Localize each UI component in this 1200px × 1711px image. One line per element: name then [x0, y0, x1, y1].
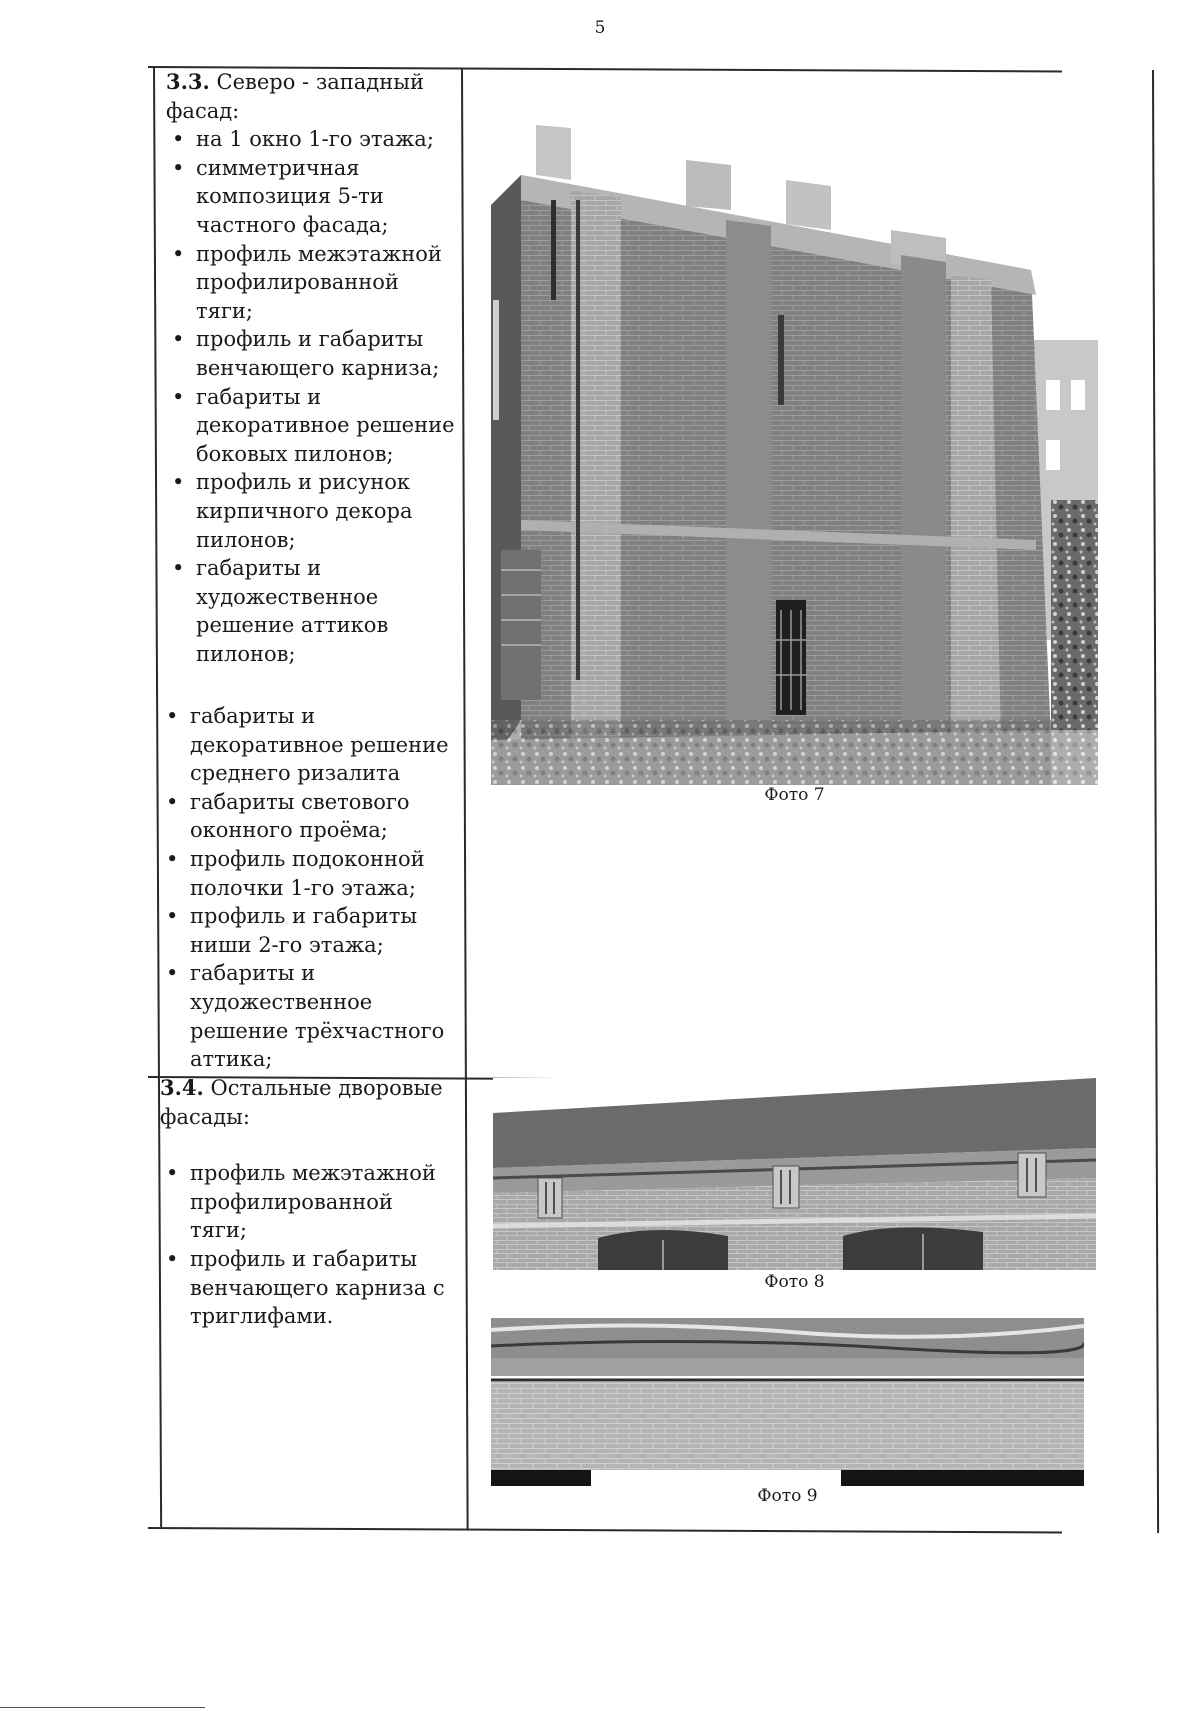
list-item: • профиль и габариты венчающего карниза; — [166, 325, 456, 382]
photo-7-building-facade — [491, 120, 1098, 785]
list-item: • габариты и художественное решение аттиков пилонов; — [166, 554, 456, 668]
section-3-3-number: 3.3. — [166, 69, 210, 94]
list-item: • профиль подоконной полочки 1-го этажа; — [160, 845, 456, 902]
list-item: • профиль и габариты венчающего карниза с триглифами. — [160, 1245, 456, 1331]
section-3-3-heading — [166, 68, 456, 125]
section-3-4-title: Остальные дворовые фасады: — [160, 1076, 443, 1129]
photo-8-facade-cornice — [493, 1078, 1096, 1270]
photo-7-caption: Фото 7 — [764, 785, 825, 805]
section-3-3-list-b — [160, 702, 456, 1074]
section-3-3-text-continued — [160, 702, 456, 1074]
section-3-4-text — [160, 1074, 456, 1331]
list-item: • профиль и рисунок кирпичного декора пилонов; — [166, 468, 456, 554]
section-3-4-number: 3.4. — [160, 1075, 204, 1100]
list-item: • профиль и габариты ниши 2-го этажа; — [160, 902, 456, 959]
section-3-3-text — [166, 68, 456, 668]
list-item: • габариты светового оконного проёма; — [160, 788, 456, 845]
photo-9-cornice-closeup — [491, 1318, 1084, 1486]
table-bottom-border — [148, 1527, 1062, 1533]
section-3-4-heading — [160, 1074, 456, 1131]
list-item: • габариты и декоративное решение среднего ризалита — [160, 702, 456, 788]
list-item: • симметричная композиция 5-ти частного фасада; — [166, 154, 456, 240]
photo-9-caption: Фото 9 — [757, 1486, 818, 1506]
list-item: • габариты и художественное решение трёхчастного аттика; — [160, 959, 456, 1073]
section-3-3-list-a — [166, 125, 456, 668]
photo-8-caption: Фото 8 — [764, 1272, 825, 1292]
list-item: • габариты и декоративное решение боковых пилонов; — [166, 383, 456, 469]
list-item: • профиль межэтажной профилированной тяги; — [160, 1159, 456, 1245]
list-item: • на 1 окно 1-го этажа; — [166, 125, 456, 154]
table-right-border — [1152, 70, 1159, 1533]
footer-separator — [0, 1707, 205, 1708]
list-item: • профиль межэтажной профилированной тяги; — [166, 240, 456, 326]
table-column-divider — [461, 68, 468, 1530]
section-3-4-list — [160, 1159, 456, 1331]
section-3-3-title: Северо - западный фасад: — [166, 70, 424, 123]
page-number: 5 — [594, 18, 606, 38]
